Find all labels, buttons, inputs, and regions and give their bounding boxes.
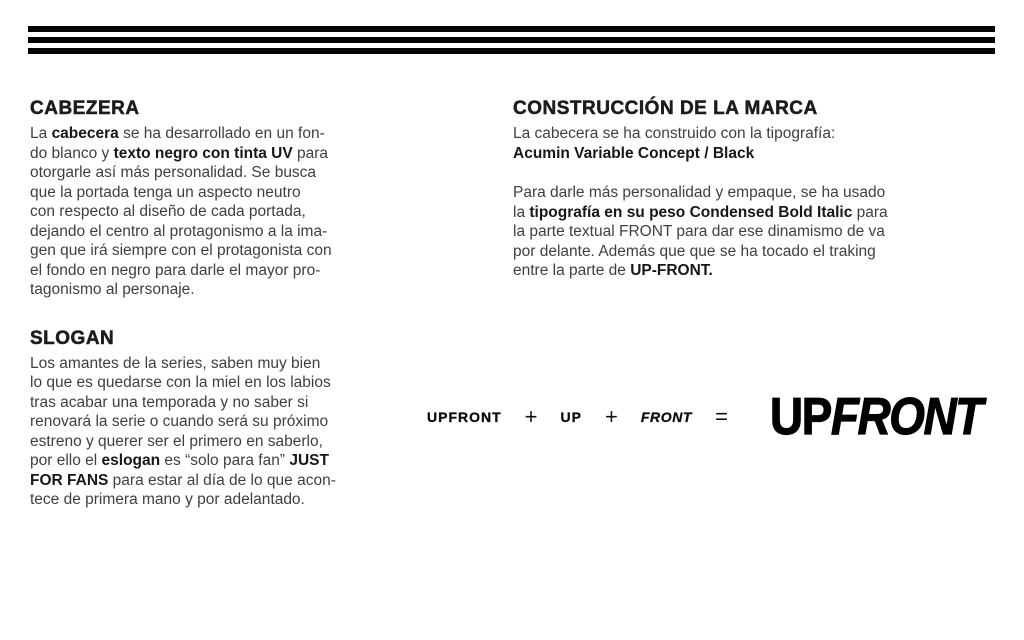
text-line: Acumin Variable Concept / Black xyxy=(513,144,755,162)
right-column xyxy=(513,99,903,281)
text-line: renovará la serie o cuando será su próximo xyxy=(30,413,329,430)
text-line: lo que es quedarse con la miel en los labios xyxy=(30,374,331,391)
text-line: con respecto al diseño de cada portada, xyxy=(30,203,306,220)
text-line: gen que irá siempre con el protagonista con xyxy=(30,242,332,259)
stripe xyxy=(28,37,995,43)
section-heading-cabezera: CABEZERA xyxy=(30,98,140,119)
stripe xyxy=(28,26,995,32)
section-heading-slogan: SLOGAN xyxy=(30,327,115,349)
equation-term-up: UP xyxy=(560,409,582,425)
upfront-logo-front: FRONT xyxy=(830,388,982,446)
upfront-logo-up: UP xyxy=(769,388,831,446)
text-line: entre la parte de UP-FRONT. xyxy=(513,262,713,279)
section-construccion xyxy=(513,99,903,281)
typography-paragraph xyxy=(513,124,903,163)
logo-construction-equation xyxy=(427,388,1011,446)
equation-term-upfront: UPFRONT xyxy=(427,409,502,425)
stripe xyxy=(28,48,995,54)
upfront-logo xyxy=(769,388,982,446)
section-heading-construccion: CONSTRUCCIÓN DE LA MARCA xyxy=(513,98,818,119)
text-line: por delante. Además que que se ha tocado el traking xyxy=(513,242,876,260)
text-line: FOR FANS para estar al día de lo que acon- xyxy=(30,471,336,489)
cabezera-paragraph xyxy=(30,124,370,300)
text-line: La cabecera se ha desarrollado en un fon- xyxy=(30,125,325,142)
plus-icon: + xyxy=(524,404,538,429)
personality-paragraph xyxy=(513,183,903,281)
text-line: tece de primera mano y por adelantado. xyxy=(30,491,305,508)
top-stripes-decoration xyxy=(28,26,995,54)
text-line: Los amantes de la series, saben muy bien xyxy=(30,354,321,372)
section-slogan xyxy=(30,329,370,510)
slogan-paragraph xyxy=(30,354,370,510)
text-line: por ello el eslogan es “solo para fan” JUST xyxy=(30,452,329,469)
text-line: la parte textual FRONT para dar ese dinamismo de va xyxy=(513,223,885,240)
equals-icon: = xyxy=(715,404,728,429)
text-line: tagonismo al personaje. xyxy=(30,281,195,298)
text-line: La cabecera se ha construido con la tipografía: xyxy=(513,125,836,142)
text-line: dejando el centro al protagonismo a la ima- xyxy=(30,222,328,240)
section-cabezera xyxy=(30,99,370,300)
text-line: do blanco y texto negro con tinta UV para xyxy=(30,144,329,162)
equation-term-front: FRONT xyxy=(640,409,693,425)
text-line: que la portada tenga un aspecto neutro xyxy=(30,183,301,201)
text-line: otorgarle así más personalidad. Se busca xyxy=(30,164,317,181)
text-line: la tipografía en su peso Condensed Bold Italic para xyxy=(513,203,888,221)
plus-icon: + xyxy=(604,404,618,429)
text-line: el fondo en negro para darle el mayor pro- xyxy=(30,261,321,279)
left-column xyxy=(30,99,370,510)
text-line: Para darle más personalidad y empaque, se ha usado xyxy=(513,184,886,201)
text-line: tras acabar una temporada y no saber si xyxy=(30,393,309,411)
text-line: estreno y querer ser el primero en saberlo, xyxy=(30,432,323,450)
